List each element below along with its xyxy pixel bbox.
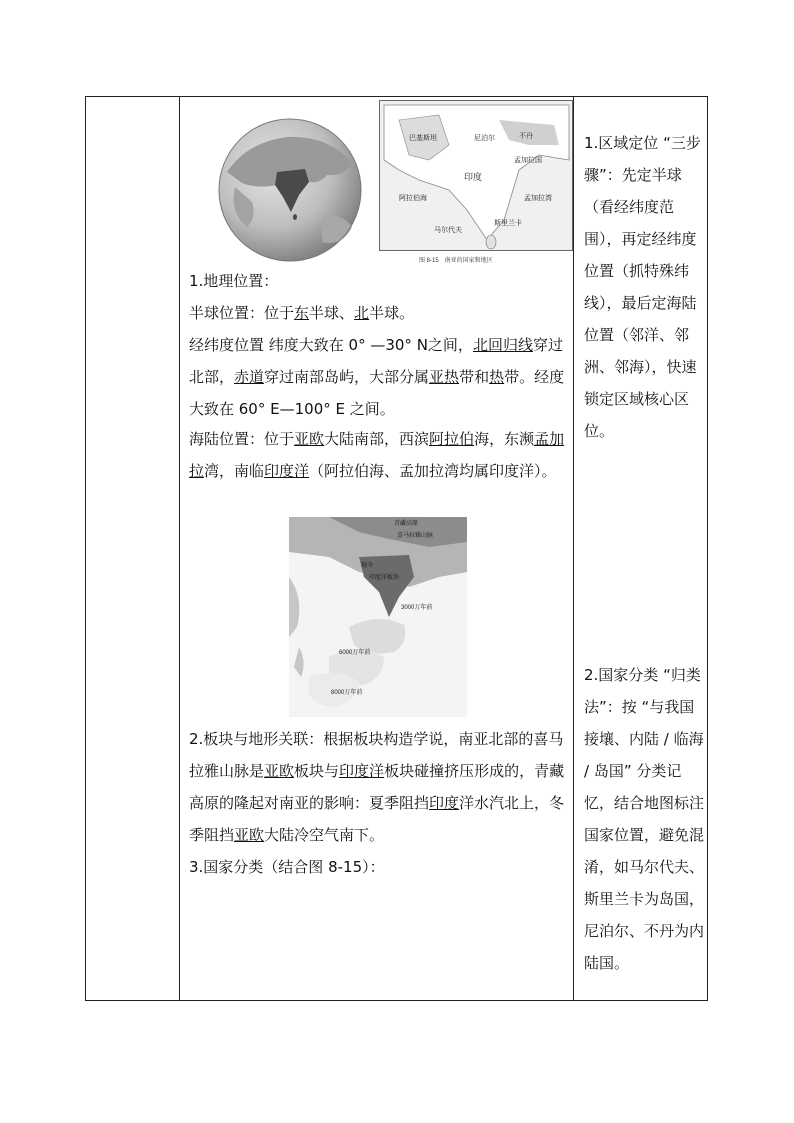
side-column [577, 97, 705, 1000]
label-80m: 8000万年前 [331, 690, 363, 696]
label-maldives: 马尔代夫 [434, 227, 462, 234]
side-note-2: 2.国家分类 “归类法”：按 “与我国接壤、内陆 / 临海 / 岛国” 分类记忆，结合地图标注国家位置，避免混淆，如马尔代夫、斯里兰卡为岛国，尼泊尔、不丹为内陆国。 [584, 666, 705, 972]
column-divider-left [179, 97, 180, 1000]
label-sri-lanka: 斯里兰卡 [494, 220, 522, 227]
plate-paragraph: 2.板块与地形关联：根据板块构造学说，南亚北部的喜马拉雅山脉是亚欧板块与印度洋板块碰撞挤压形成的，青藏高原的隆起对南亚的影响：夏季阻挡印度洋水汽北上，冬季阻挡亚欧大陆冷空气南下。 [189, 730, 565, 844]
sea-land-position: 海陆位置：位于亚欧大陆南部，西滨阿拉伯海，东濒孟加拉湾，南临印度洋（阿拉伯海、孟加拉湾均属印度洋）。 [189, 430, 565, 480]
label-bhutan: 不丹 [519, 133, 533, 140]
map-caption: 图 8-15 南亚的国家和地区 [419, 258, 493, 264]
label-60m: 6000万年前 [339, 650, 371, 656]
south-asia-map [379, 100, 573, 266]
label-himalaya: 喜马拉雅山脉 [397, 533, 434, 539]
lat-lon-position: 经纬度位置 纬度大致在 0° —30° N之间，北回归线穿过北部，赤道穿过南部岛屿，大部分属亚热带和热带。经度大致在 60° E—100° E 之间。 [189, 336, 565, 418]
label-india: 印度 [464, 172, 483, 182]
label-30m: 3000万年前 [401, 605, 433, 611]
main-column [182, 97, 574, 1000]
side-note-1: 1.区域定位 “三步骤”：先定半球（看经纬度范围），再定经纬度位置（抓特殊纬线），最后定海陆位置（邻洋、邻洲、邻海），快速锁定区域核心区位。 [584, 134, 701, 440]
plate-movement-map [289, 517, 467, 717]
label-pakistan: 巴基斯坦 [409, 135, 437, 142]
label-bangladesh: 孟加拉国 [514, 157, 542, 164]
label-plate: 印度洋板块 [369, 575, 400, 581]
globe-figure [217, 117, 363, 263]
label-arabian-sea: 阿拉伯海 [399, 195, 427, 202]
label-nepal: 尼泊尔 [474, 135, 495, 142]
label-bay-of-bengal: 孟加拉湾 [524, 195, 552, 202]
label-tibet: 青藏高原 [394, 521, 419, 527]
label-now: 现今 [361, 563, 374, 569]
hemisphere-position: 半球位置：位于东半球、北半球。 [189, 304, 415, 322]
geo-title: 1.地理位置： [189, 272, 279, 290]
lesson-table [85, 96, 708, 1001]
countries-heading: 3.国家分类（结合图 8-15）： [189, 858, 385, 876]
